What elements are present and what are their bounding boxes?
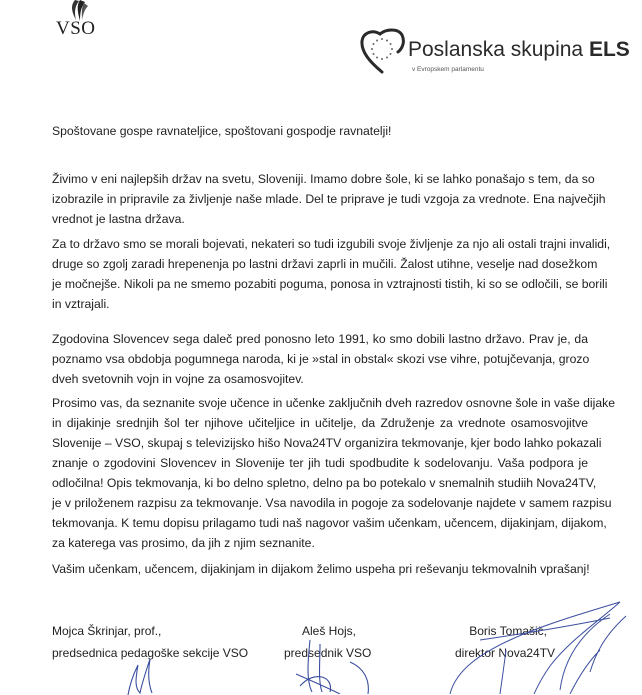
paragraph-line: Živimo v eni najlepših držav na svetu, Sloveniji. Imamo dobre šole, ki se lahko ponašajo s tem, da so [52, 172, 595, 186]
signatory-name: Boris Tomašič, [469, 624, 547, 638]
paragraph-line: je v priloženem razpisu za tekmovanje. Vsa navodila in pogoje za sodelovanje najdete v samem razpisu [52, 496, 612, 510]
paragraph-line: in dijakinje srednjih šol ter njihove učiteljice in učitelje, da Združenje za vrednote osamosvojitve [52, 416, 588, 430]
els-subtitle: v Evropskem parlamentu [412, 66, 484, 73]
paragraph-line: Za to državo smo se morali bojevati, nekateri so tudi izgubili svoje življenje za njo ali ostali trajni invalidi, [52, 237, 611, 251]
vso-logo [52, 0, 102, 44]
paragraph-line: dveh svetovnih vojn in vojne za osamosvojitev. [52, 372, 304, 386]
signature-1-icon [120, 655, 160, 695]
signatory-name: Mojca Škrinjar, prof., [52, 624, 162, 638]
signatory-role: predsednica pedagoške sekcije VSO [52, 646, 249, 660]
signatory-role: direktor Nova24TV [455, 646, 556, 660]
signature-2-icon [290, 630, 380, 694]
paragraph-line: tekmovanja. K temu dopisu prilagamo tudi naš nagovor vašim učenkam, učencem, dijakinjam, dijakom, [52, 516, 607, 530]
signatory-name: Aleš Hojs, [301, 624, 357, 638]
vso-logo-text: VSO [56, 18, 96, 39]
els-title: Poslanska skupina ELS [408, 38, 630, 61]
paragraph-line: znanje o zgodovini Slovencev in Slovenije ter jih tudi spodbudite k sodelovanju. Vaša podpora je [52, 456, 588, 470]
paragraph-line: Prosimo vas, da seznanite svoje učence in učenke zaključnih dveh razredov osnovne šole in vaše dijake [52, 396, 615, 410]
paragraph-line: in vztrajali. [52, 297, 110, 311]
els-logo [360, 28, 630, 80]
letter-greeting: Spoštovane gospe ravnateljice, spoštovani gospodje ravnatelji! [52, 124, 392, 138]
paragraph-line: Zgodovina Slovencev sega daleč pred ponosno leto 1991, ko smo dobili lastno državo. Prav je, da [52, 332, 588, 346]
paragraph-line: izobrazile in pripravile za življenje naše mlade. Del te priprave je tudi vzgoja za vrednote. Ena največjih [52, 192, 606, 206]
letter-closing: Vašim učenkam, učencem, dijakinjam in dijakom želimo uspeha pri reševanju tekmovalnih vprašanj! [52, 562, 590, 576]
paragraph-line: odločilna! Opis tekmovanja, ki bo delno spletno, delno pa bo potekalo v snemalnih studiih Nova24TV, [52, 476, 597, 490]
paragraph-line: vrednot je lastna država. [52, 212, 185, 226]
heart-stars-icon [360, 28, 406, 74]
paragraph-line: druge so zgolj zaradi hrepenenja po lastni državi zaprli in mučili. Žalost utihne, veselje nad dosežkom [52, 257, 598, 271]
paragraph-line: Slovenije – VSO, skupaj s televizijsko hišo Nova24TV organizira tekmovanje, kjer bodo lahko pokazali [52, 436, 602, 450]
signatory-role: predsednik VSO [284, 646, 372, 660]
paragraph-line: poznamo vsa obdobja pogumnega naroda, ki je »stal in obstal« skozi vse vihre, potujčevanja, grozo [52, 352, 590, 366]
paragraph-line: za katerega vas prosimo, da jih z njim seznanite. [52, 536, 315, 550]
paragraph-line: je močnejše. Nikoli pa ne smemo pozabiti poguma, ponosa in vztrajnosti tistih, ki so se odločili, se borili [52, 277, 608, 291]
signature-3-icon [440, 600, 642, 694]
